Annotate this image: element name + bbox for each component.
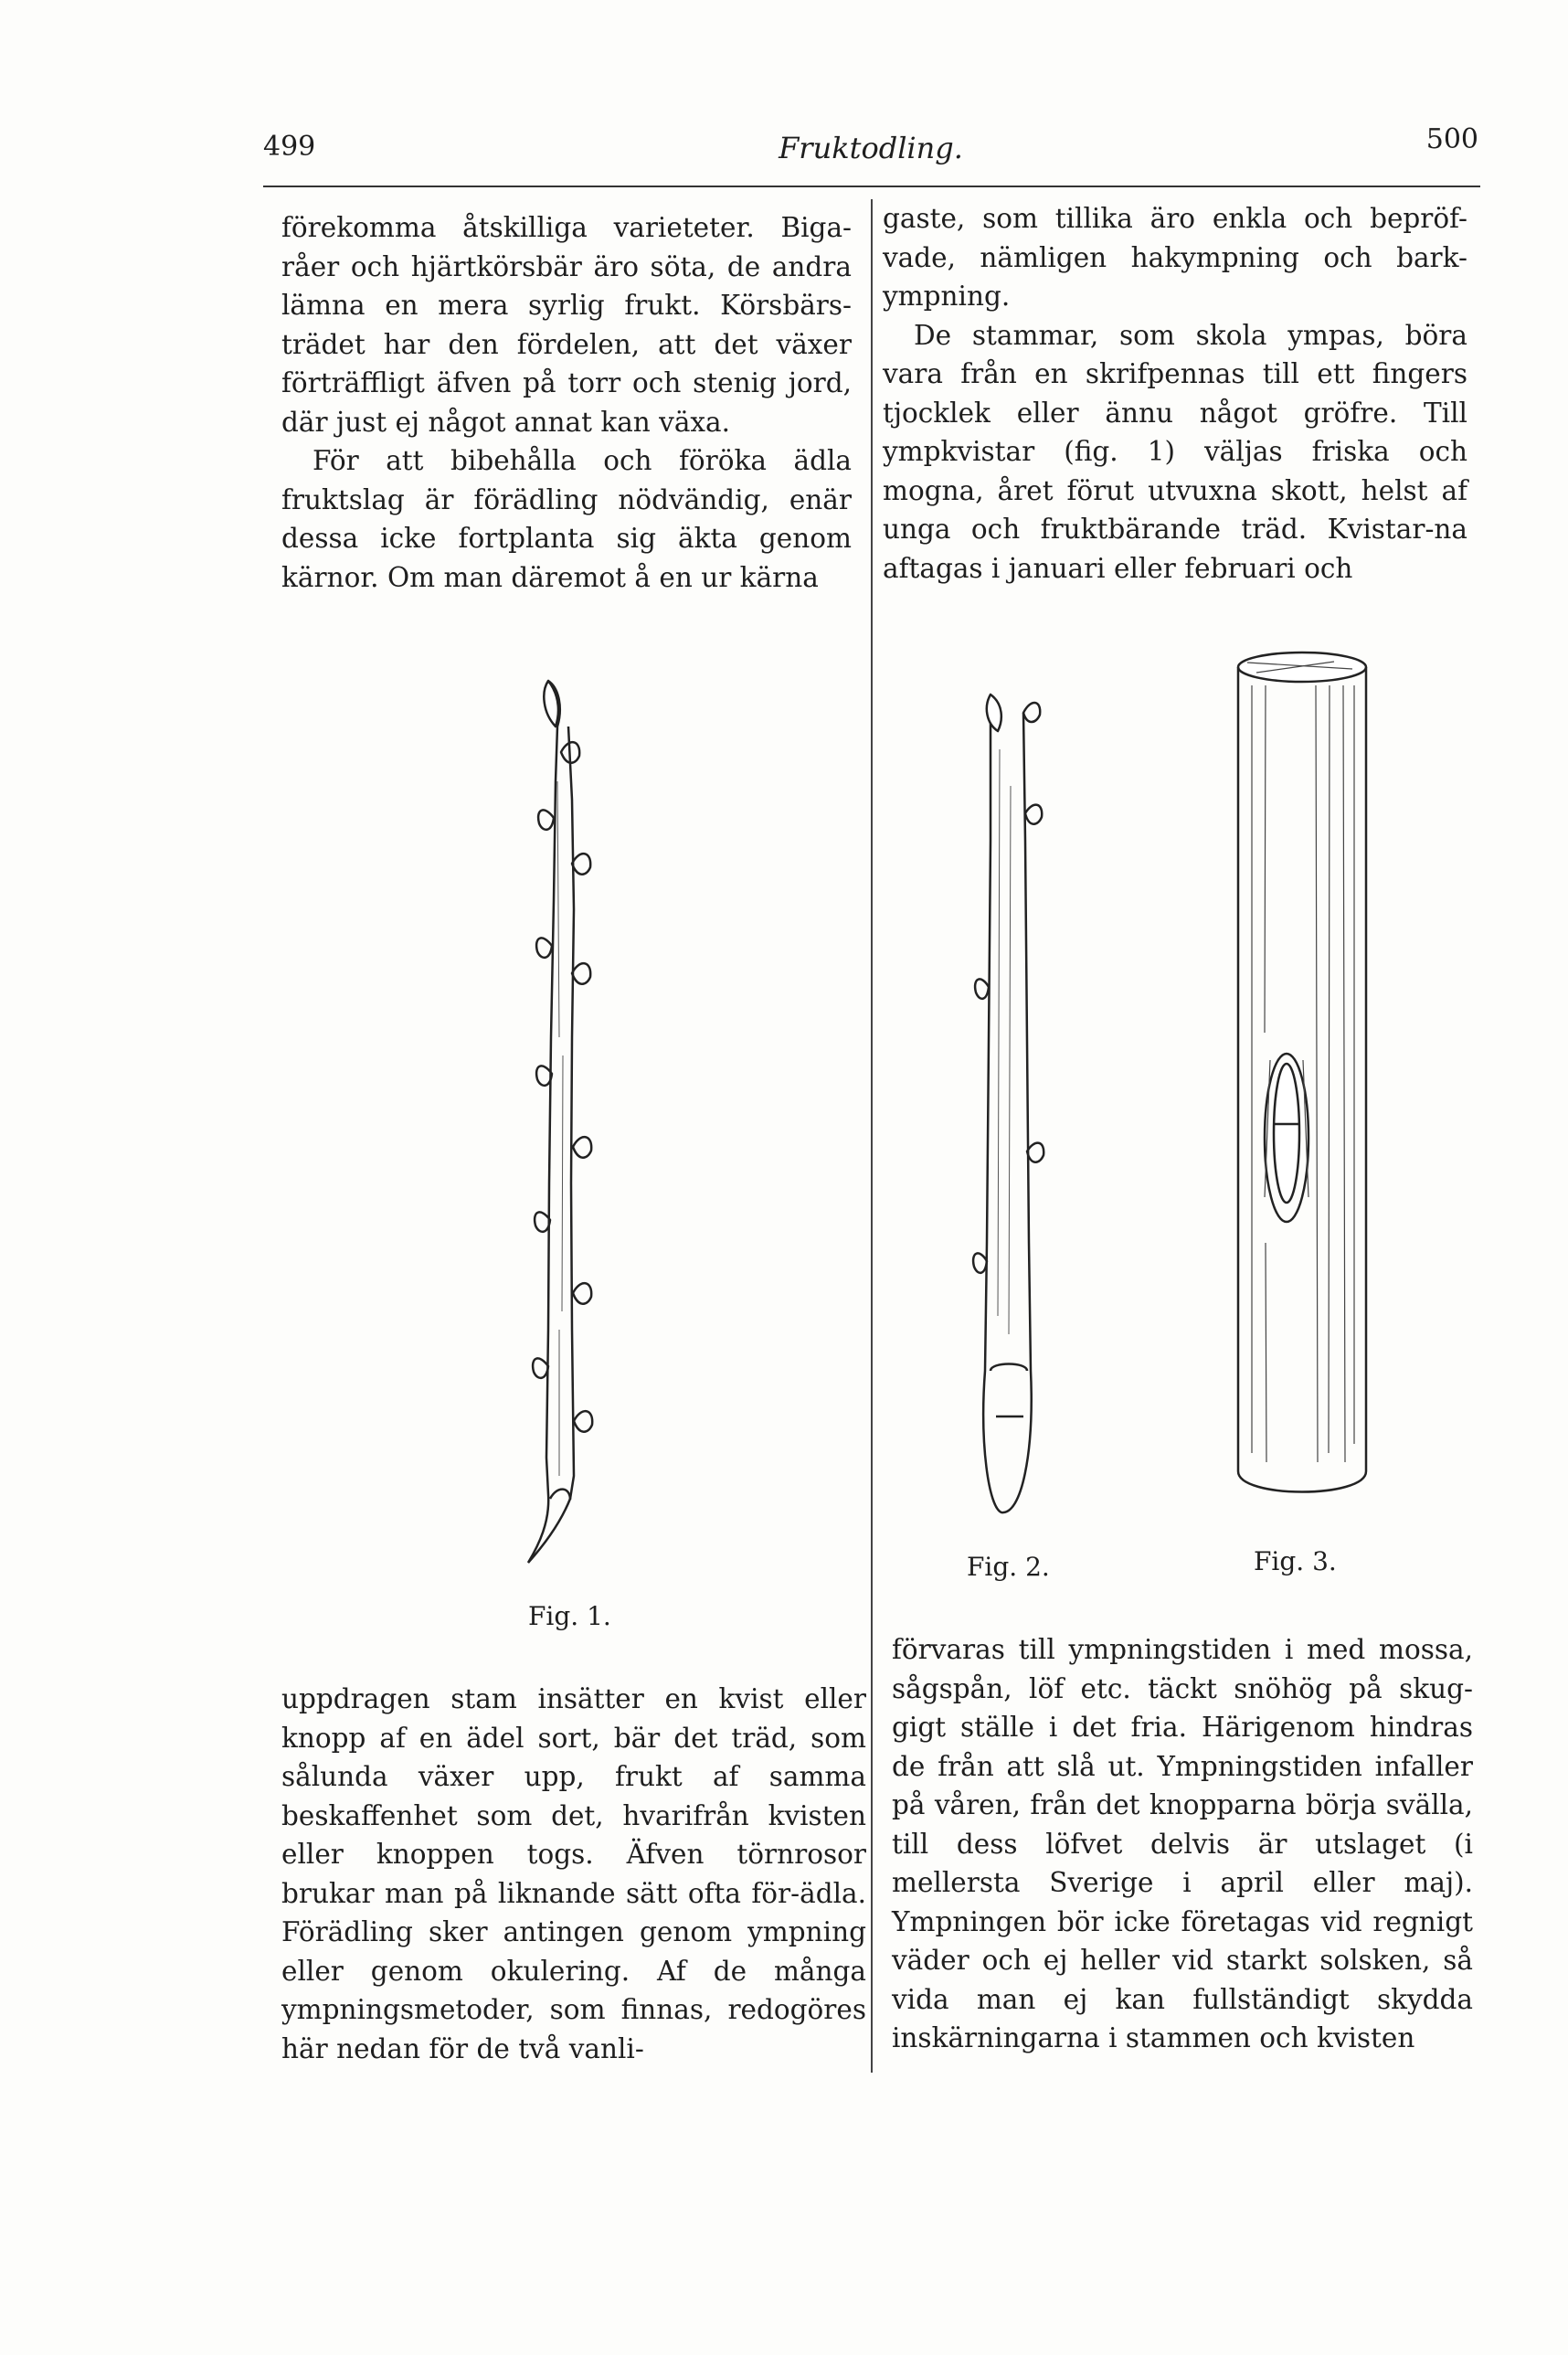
column-divider	[871, 199, 873, 2073]
left-column-bottom-text	[281, 1680, 866, 2068]
left-column-top-text	[281, 208, 852, 597]
figure-1-caption: Fig. 1.	[528, 1601, 611, 1631]
paragraph: De stammar, som skola ympas, böra vara från en skrifpennas till ett fingers tjocklek eller ännu något gröfre. Till ympkvistar (fig. 1) väljas friska och mogna, året förut utvuxna skott, helst af unga och fruktbärande träd. Kvistar-na aftagas i januari eller februari och	[883, 319, 1467, 584]
figure-2-wedge-scion-illustration	[970, 676, 1053, 1517]
paragraph: förekomma åtskilliga varieteter. Biga-råer och hjärtkörsbär äro söta, de andra lämna en mera syrlig frukt. Körsbärs-trädet har den fördelen, att det växer förträffligt äfven på torr och stenig jord, där just ej något annat kan växa.	[281, 212, 852, 438]
right-column-bottom-text	[892, 1630, 1473, 2058]
header-rule	[263, 186, 1480, 187]
page-number-right: 500	[1425, 123, 1478, 155]
figure-1-twig-illustration	[521, 672, 621, 1567]
figure-3-caption: Fig. 3.	[1254, 1546, 1337, 1576]
running-title: Fruktodling.	[779, 131, 963, 165]
page-number-left: 499	[263, 131, 316, 163]
right-column-top-text	[883, 199, 1467, 588]
paragraph: För att bibehålla och föröka ädla fruktslag är förädling nödvändig, enär dessa icke fortplanta sig äkta genom kärnor. Om man däremot å en ur kärna	[281, 445, 852, 593]
figure-2-caption: Fig. 2.	[967, 1552, 1050, 1582]
paragraph: gaste, som tillika äro enkla och bepröf-vade, nämligen hakympning och bark-ympning.	[883, 203, 1467, 312]
paragraph: förvaras till ympningstiden i med mossa, sågspån, löf etc. täckt snöhög på skug-gigt ställe i det fria. Härigenom hindras de från att slå ut. Ympningstiden infaller på våren, från det knopparna börja svälla, till dess löfvet delvis är utslaget (i mellersta Sverige i april eller maj). Ympningen bör icke företagas vid regnigt väder och ej heller vid starkt solsken, så vida man ej kan fullständigt skydda inskärningarna i stammen och kvisten	[892, 1634, 1473, 2053]
running-header	[263, 123, 1478, 178]
paragraph: uppdragen stam insätter en kvist eller knopp af en ädel sort, bär det träd, som sålunda växer upp, frukt af samma beskaffenhet som det, hvarifrån kvisten eller knoppen togs. Äfven törnrosor brukar man på liknande sätt ofta för-ädla. Förädling sker antingen genom ympning eller genom okulering. Af de många ympningsmetoder, som finnas, redogöres här nedan för de två vanli-	[281, 1683, 866, 2064]
figure-3-grafted-stock-illustration	[1224, 649, 1380, 1508]
